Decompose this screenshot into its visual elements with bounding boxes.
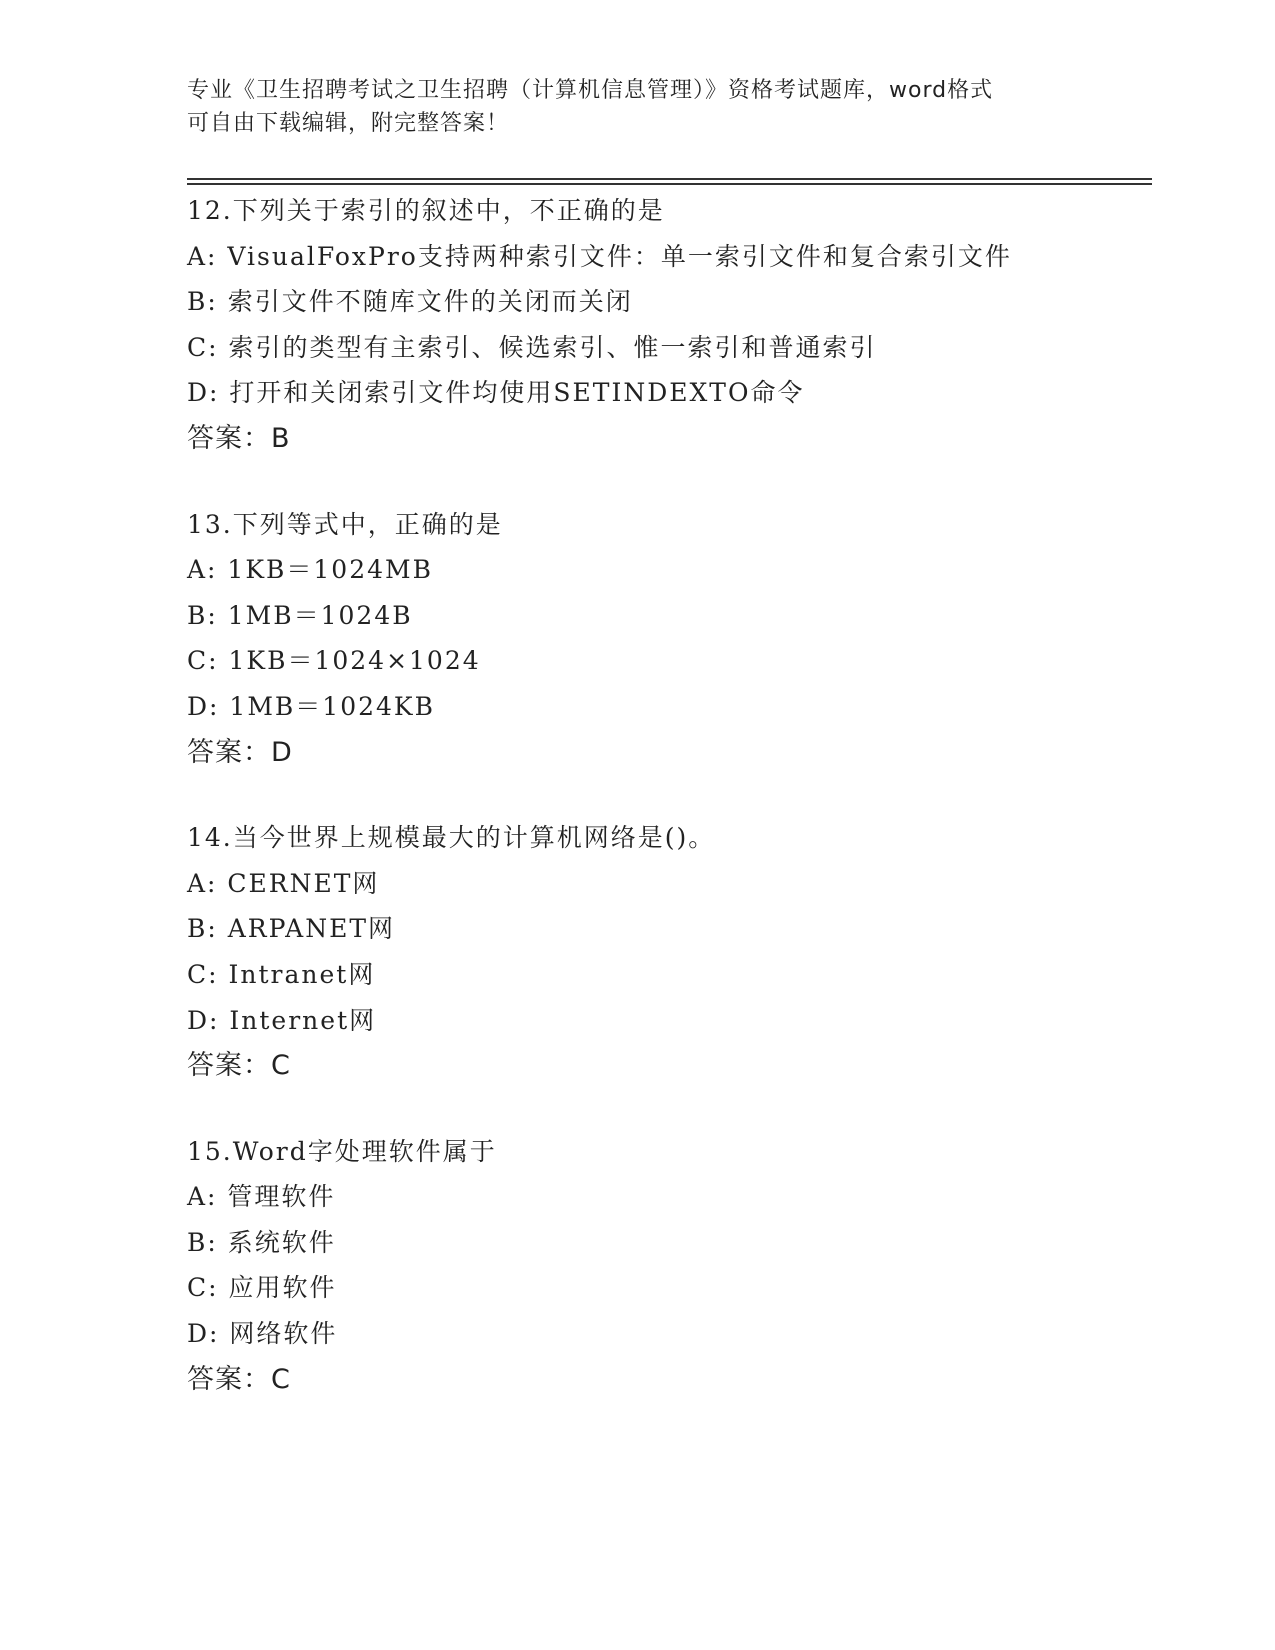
option-c: C: 1KB＝1024×1024 [187,646,481,676]
question-stem: 15.Word字处理软件属于 [187,1136,497,1166]
option-c: C: 索引的类型有主索引、候选索引、惟一索引和普通索引 [187,332,877,362]
answer-label: 答案：D [187,736,293,768]
answer-label: 答案：C [187,1050,291,1082]
option-a: A: 管理软件 [187,1182,336,1212]
question-stem: 14.当今世界上规模最大的计算机网络是()。 [187,823,716,853]
option-d: D: 打开和关闭索引文件均使用SETINDEXTO命令 [187,378,805,408]
option-d: D: Internet网 [187,1005,377,1035]
question-14 [187,815,1152,1089]
option-d: D: 网络软件 [187,1319,338,1349]
option-b: B: 系统软件 [187,1227,336,1257]
option-c: C: Intranet网 [187,959,376,989]
header-rule-bottom [187,183,1152,185]
option-a: A: CERNET网 [187,868,380,898]
option-b: B: 索引文件不随库文件的关闭而关闭 [187,287,633,317]
option-c: C: 应用软件 [187,1273,337,1303]
option-b: B: ARPANET网 [187,914,395,944]
header-line-1: 专业《卫生招聘考试之卫生招聘（计算机信息管理）》资格考试题库，word格式 [187,78,994,103]
option-b: B: 1MB＝1024B [187,600,413,630]
option-a: A: VisualFoxPro支持两种索引文件：单一索引文件和复合索引文件 [187,241,1012,271]
question-stem: 13.下列等式中，正确的是 [187,509,503,539]
answer-label: 答案：B [187,422,291,454]
document-header [187,74,1087,140]
question-13 [187,502,1152,776]
question-list [187,188,1152,1442]
answer-label: 答案：C [187,1363,291,1395]
question-12 [187,188,1152,462]
option-a: A: 1KB＝1024MB [187,555,433,585]
header-rule-top [187,178,1152,180]
question-stem: 12.下列关于索引的叙述中，不正确的是 [187,196,665,225]
question-15 [187,1129,1152,1403]
header-line-2: 可自由下载编辑，附完整答案！ [187,111,510,136]
option-d: D: 1MB＝1024KB [187,691,435,721]
